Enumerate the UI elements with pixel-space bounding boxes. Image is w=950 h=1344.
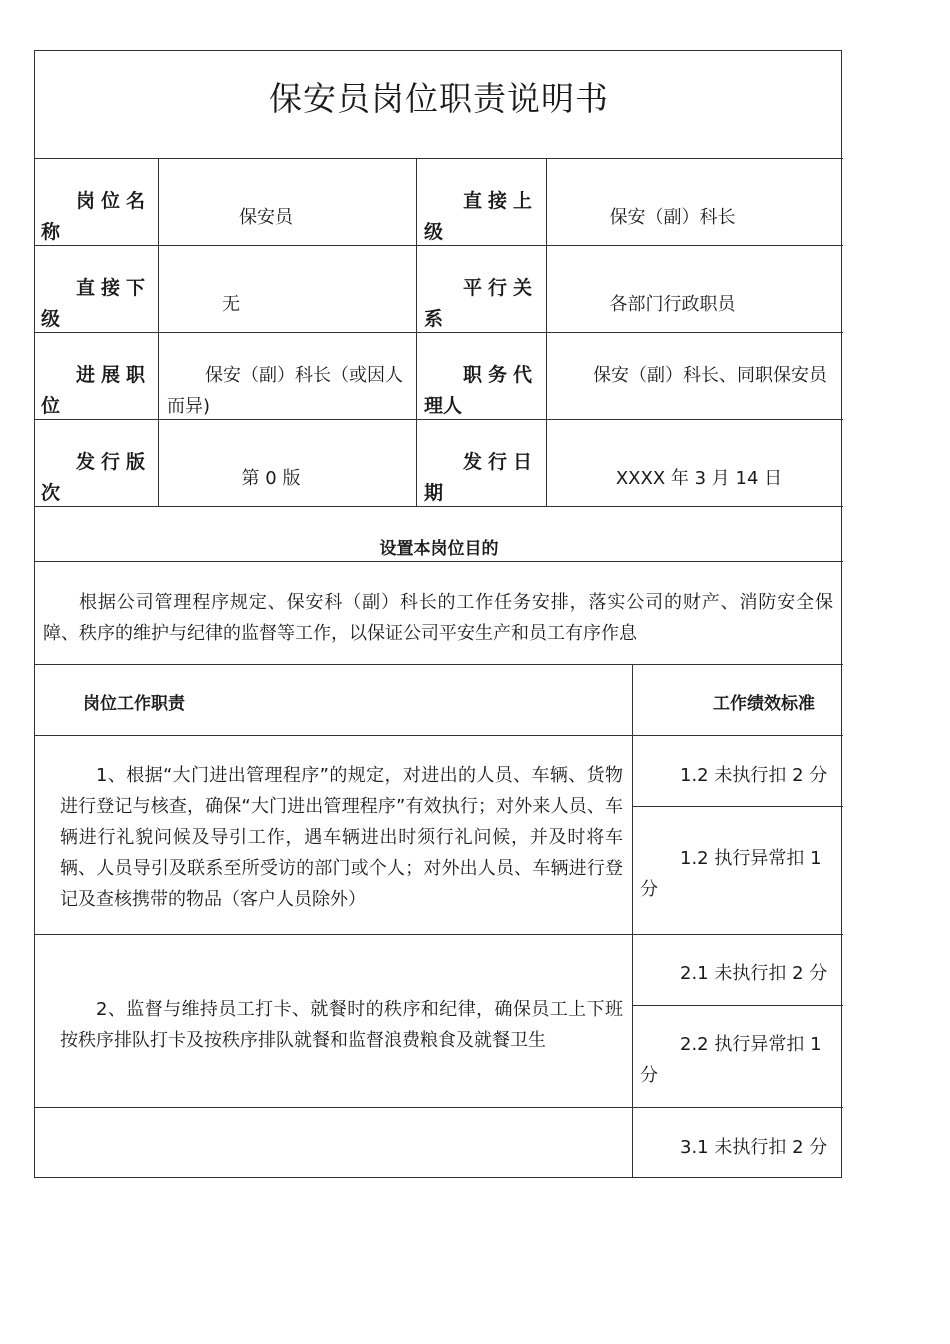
standard-2-2: 2.2 执行异常扣 1 分: [640, 1034, 822, 1086]
subordinate-value: 无: [222, 294, 240, 315]
purpose-text: 根据公司管理程序规定、保安科（副）科长的工作任务安排，落实公司的财产、消防安全保障、秩序的维护与纪律的监督等工作，以保证公司平安生产和员工有序作息: [43, 592, 833, 644]
duty-text-1: 1、根据“大门进出管理程序”的规定，对进出的人员、车辆、货物进行登记与核查，确保“大门进出管理程序”有效执行；对外来人员、车辆进行礼貌问候及导引工作，遇车辆进出时须行礼问候，并及时将车辆、人员导引及联系至所受访的部门或个人；对外出人员、车辆进行登记及查核携带的物品（客户人员除外）: [60, 765, 623, 910]
divider: [35, 934, 843, 935]
date-value: XXXX 年 3 月 14 日: [615, 468, 783, 489]
divider: [416, 158, 417, 506]
parallel-value: 各部门行政职员: [609, 294, 736, 315]
position-name-label: 岗位名 称: [41, 190, 151, 243]
standard-1-1: 1.2 未执行扣 2 分: [680, 765, 828, 786]
parallel-label: 平行关 系: [424, 277, 538, 330]
version-label: 发行版 次: [41, 451, 151, 504]
divider: [632, 1005, 843, 1006]
divider: [35, 1107, 843, 1108]
job-description-table: [34, 50, 842, 1178]
standard-column-header: 工作绩效标准: [713, 694, 815, 714]
career-value: 保安（副）科长（或因人而异): [167, 365, 403, 417]
divider: [35, 158, 843, 159]
career-label: 进展职 位: [41, 364, 151, 417]
purpose-heading: 设置本岗位目的: [379, 539, 499, 559]
superior-label: 直接上 级: [424, 190, 538, 243]
duty-column-header: 岗位工作职责: [83, 694, 185, 714]
standard-2-1: 2.1 未执行扣 2 分: [680, 963, 828, 984]
divider: [35, 735, 843, 736]
divider: [632, 806, 843, 807]
deputy-label: 职务代 理人: [424, 364, 538, 417]
standard-3-1: 3.1 未执行扣 2 分: [680, 1137, 828, 1158]
superior-value: 保安（副）科长: [609, 207, 736, 228]
divider: [632, 664, 633, 1178]
page-title: 保安员岗位职责说明书: [269, 79, 609, 118]
date-label: 发行日 期: [424, 451, 538, 504]
duty-text-2: 2、监督与维持员工打卡、就餐时的秩序和纪律，确保员工上下班按秩序排队打卡及按秩序排队就餐和监督浪费粮食及就餐卫生: [60, 999, 623, 1051]
standard-1-2: 1.2 执行异常扣 1 分: [640, 848, 822, 900]
deputy-value: 保安（副）科长、同职保安员: [593, 365, 827, 386]
version-value: 第 0 版: [241, 468, 301, 489]
subordinate-label: 直接下 级: [41, 277, 151, 330]
divider: [35, 664, 843, 665]
position-name-value: 保安员: [239, 207, 293, 228]
